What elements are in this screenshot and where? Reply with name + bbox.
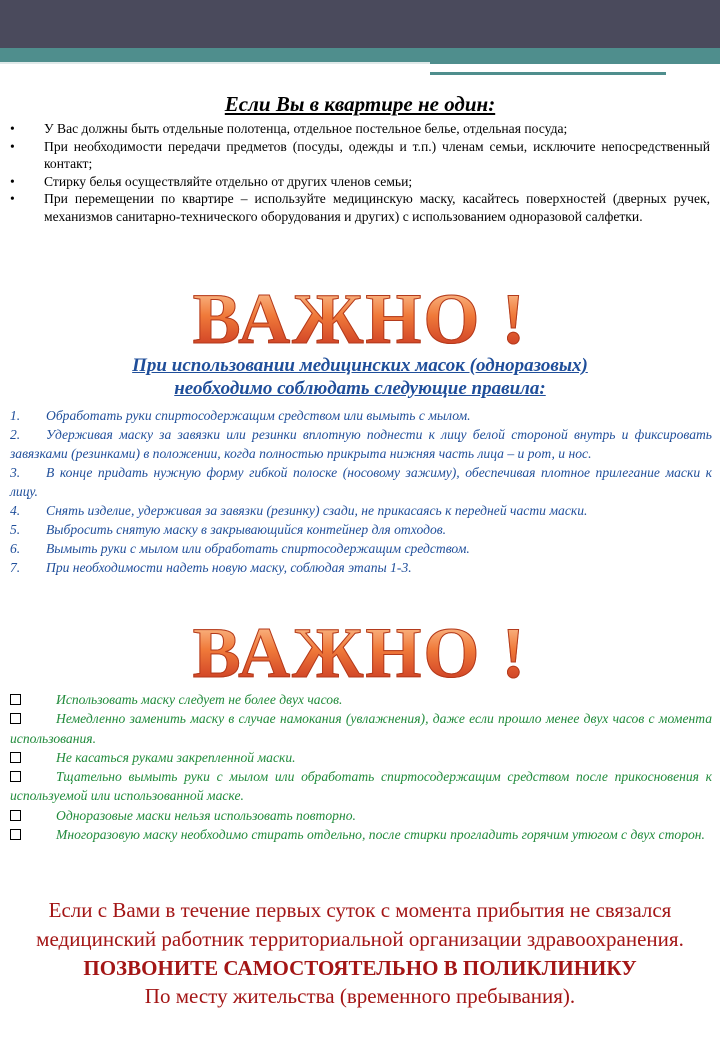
item-number: 2.	[10, 427, 21, 442]
section2-title-line: При использовании медицинских масок (одноразовых)	[132, 355, 588, 376]
list-item: • Стирку белья осуществляйте отдельно от других членов семьи;	[10, 173, 413, 189]
checkbox-square-icon	[10, 829, 21, 840]
header-line	[430, 66, 666, 68]
list-item: 7. При необходимости надеть новую маску, соблюдая этапы 1-3.	[10, 560, 412, 575]
important-label: ВАЖНО !	[0, 612, 720, 695]
important-banner	[0, 278, 720, 361]
list-item: 4. Снять изделие, удерживая за завязки (резинку) сзади, не прикасаясь к передней части маски.	[10, 503, 588, 518]
list-item: • При перемещении по квартире – используйте медицинскую маску, касайтесь поверхностей (дверных ручек, механизмов санитарно-технического оборудования и других) с использованием одноразовой салфетки.	[10, 191, 710, 224]
list-item: • При необходимости передачи предметов (посуды, одежды и т.п.) членам семьи, исключите непосредственный контакт;	[10, 138, 710, 171]
list-item: 6. Вымыть руки с мылом или обработать спиртосодержащим средством.	[10, 541, 470, 556]
footer-call-to-action: ПОЗВОНИТЕ САМОСТОЯТЕЛЬНО В ПОЛИКЛИНИКУ	[83, 956, 637, 980]
bullet-icon: •	[10, 173, 15, 189]
footer-subtext: По месту жительства (временного пребывания).	[144, 984, 576, 1008]
checkbox-square-icon	[10, 752, 21, 763]
checkbox-square-icon	[10, 713, 21, 724]
list-item: Многоразовую маску необходимо стирать отдельно, после стирки прогладить горячим утюгом с двух сторон.	[10, 825, 712, 844]
bullet-icon: •	[10, 138, 15, 154]
item-number: 4.	[10, 503, 21, 518]
section2-title	[0, 354, 720, 400]
header-line	[0, 62, 430, 64]
list-item: 3. В конце придать нужную форму гибкой полоске (носовому зажиму), обеспечивая плотное прилегание маски к лицу.	[10, 465, 712, 499]
footer-notice	[0, 896, 720, 1010]
checkbox-square-icon	[10, 694, 21, 705]
section1-list	[10, 120, 710, 225]
footer-text: Если с Вами в течение первых суток с момента прибытия не связался медицинский работник территориальной организации здравоохранения.	[36, 898, 684, 951]
section1-title: Если Вы в квартире не один:	[224, 92, 496, 116]
list-item: Не касаться руками закрепленной маски.	[10, 748, 712, 767]
bullet-icon: •	[10, 191, 15, 206]
list-item: Тщательно вымыть руки с мылом или обработать спиртосодержащим средством после прикосновения к используемой или использованной маске.	[10, 769, 712, 804]
list-item: Немедленно заменить маску в случае намокания (увлажнения), даже если прошло менее двух часов с момента использования.	[10, 711, 712, 746]
checkbox-square-icon	[10, 810, 21, 821]
mask-rules-list	[10, 406, 712, 577]
item-number: 5.	[10, 522, 21, 537]
bullet-icon: •	[10, 121, 15, 136]
important-label: ВАЖНО !	[0, 278, 720, 361]
item-number: 1.	[10, 408, 21, 423]
list-item: Одноразовые маски нельзя использовать повторно.	[10, 806, 712, 825]
header-line	[430, 72, 666, 75]
list-item: 5. Выбросить снятую маску в закрывающийся контейнер для отходов.	[10, 522, 447, 537]
section2-title-line: необходимо соблюдать следующие правила:	[174, 378, 546, 399]
mask-usage-checklist	[10, 690, 712, 844]
important-banner	[0, 612, 720, 695]
list-item: Использовать маску следует не более двух часов.	[10, 690, 712, 709]
list-item: 2. Удерживая маску за завязки или резинки вплотную поднести к лицу белой стороной внутрь и фиксировать завязками (резинками) в положении, когда полностью прикрыта нижняя часть лица – и рот, и нос.	[10, 427, 712, 461]
list-item: 1. Обработать руки спиртосодержащим средством или вымыть с мылом.	[10, 408, 471, 423]
item-number: 7.	[10, 560, 21, 575]
list-item: • У Вас должны быть отдельные полотенца, отдельное постельное белье, отдельная посуда;	[10, 121, 568, 136]
checkbox-square-icon	[10, 771, 21, 782]
item-number: 6.	[10, 541, 21, 556]
header-dark-bar	[0, 0, 720, 48]
header-decoration	[0, 0, 720, 82]
item-number: 3.	[10, 465, 21, 480]
